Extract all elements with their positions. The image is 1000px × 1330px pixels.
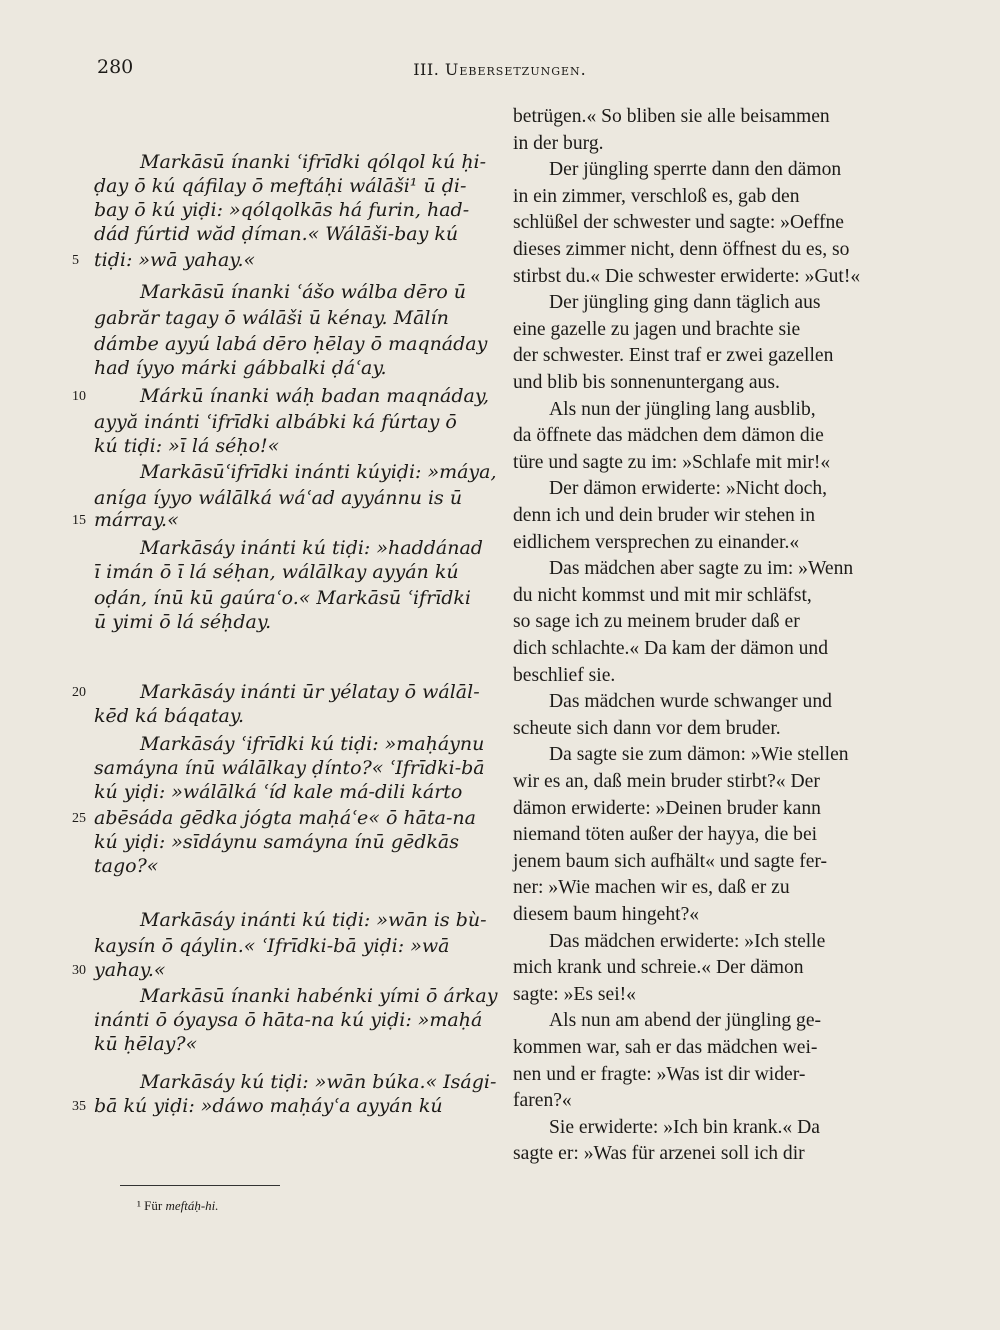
german-line: da öffnete das mädchen dem dämon die <box>513 425 824 447</box>
section-roman: III. <box>413 60 440 79</box>
footnote-rule <box>120 1185 280 1186</box>
somali-line-text: ḍay ō kú qáfilay ō meftáḥi wálāši¹ ū ḍi- <box>94 175 467 197</box>
somali-line-text: aníga íyyo wálālká wáʿad ayyánnu is ū <box>94 487 463 509</box>
page-number: 280 <box>97 56 134 78</box>
german-line: nen und er fragte: »Was ist dir wider- <box>513 1063 806 1085</box>
german-line: so sage ich zu meinem bruder daß er <box>513 611 800 633</box>
somali-line-text: inánti ō óyaysa ō hāta-na kú yiḍi: »maḥá <box>94 1009 483 1031</box>
line-number: 30 <box>72 963 86 978</box>
somali-line-text: Markāsū ínanki habénki yími ō árkay <box>140 985 498 1007</box>
somali-line-text: oḍán, ínū kū gaúraʿo.« Markāsū ʿifrīdki <box>94 587 471 609</box>
german-line: Als nun am abend der jüngling ge- <box>549 1010 822 1032</box>
somali-line-text: Márkū ínanki wáḥ badan maqnáday, <box>140 385 490 407</box>
german-line: Sie erwiderte: »Ich bin krank.« Da <box>549 1116 820 1138</box>
footnote-term: meftáḥ-hi. <box>165 1198 219 1213</box>
german-line: betrügen.« So bliben sie alle beisammen <box>513 106 830 127</box>
german-line: beschlief sie. <box>513 664 616 686</box>
somali-line-text: Markāsáy inánti ūr yélatay ō wálāl- <box>140 681 480 703</box>
line-number: 5 <box>72 253 79 268</box>
german-line: du nicht kommst und mit mir schläfst, <box>513 584 812 606</box>
running-head <box>0 60 1000 79</box>
german-line: denn ich und dein bruder wir stehen in <box>513 505 815 526</box>
german-line: Das mädchen aber sagte zu im: »Wenn <box>549 558 854 580</box>
german-line: faren?« <box>513 1090 572 1112</box>
line-number: 15 <box>72 513 86 528</box>
german-line: und blib bis sonnenuntergang aus. <box>513 372 780 393</box>
line-number: 10 <box>72 389 86 404</box>
german-line: mich krank und schreie.« Der dämon <box>513 957 804 979</box>
footnote <box>137 1198 219 1214</box>
somali-line-text: ī imán ō ī lá séḥan, wálālkay ayyán kú <box>94 561 459 583</box>
somali-line-text: abēsáda gēdka jógta maḥáʿe« ō hāta-na <box>94 807 476 829</box>
somali-line-text: tiḍi: »wā yahay.« <box>94 249 256 271</box>
somali-line-text: kú yiḍi: »sīdáynu samáyna ínū gēdkās <box>94 831 459 853</box>
german-line: Das mädchen wurde schwanger und <box>549 691 832 713</box>
somali-line-text: kū ḥēlay?« <box>94 1033 198 1055</box>
somali-line-text: tago?« <box>94 855 159 877</box>
somali-line-text: Markāsáy kú tiḍi: »wān búka.« Isági- <box>140 1071 497 1093</box>
german-line: sagte: »Es sei!« <box>513 983 636 1005</box>
somali-line-text: bā kú yiḍi: »dáwo maḥáyʿa ayyán kú <box>94 1095 443 1117</box>
german-line: Als nun der jüngling lang ausblib, <box>549 398 816 420</box>
german-line: dämon erwiderte: »Deinen bruder kann <box>513 797 821 819</box>
somali-line-text: had íyyo márki gábbalki ḍáʿay. <box>94 357 387 379</box>
german-line: Der jüngling ging dann täglich aus <box>549 292 821 314</box>
somali-line-text: kēd ká báqatay. <box>94 705 245 727</box>
german-line: Das mädchen erwiderte: »Ich stelle <box>549 930 826 952</box>
line-number: 25 <box>72 811 86 826</box>
somali-line-text: dád fúrtid wăd ḍíman.« Wálāši-bay kú <box>94 223 459 245</box>
german-line: in der burg. <box>513 132 604 154</box>
german-line: Der jüngling sperrte dann den dämon <box>549 159 842 181</box>
german-line: eidlichem versprechen zu einander.« <box>513 531 800 553</box>
german-line: kommen war, sah er das mädchen wei- <box>513 1037 818 1058</box>
german-line: der schwester. Einst traf er zwei gazellen <box>513 345 834 367</box>
german-line: stirbst du.« Die schwester erwiderte: »Gut!« <box>513 265 861 287</box>
line-number: 20 <box>72 685 86 700</box>
german-line: dieses zimmer nicht, denn öffnest du es, so <box>513 239 850 260</box>
german-line: scheute sich dann vor dem bruder. <box>513 717 781 739</box>
somali-line-text: kú tiḍi: »ī lá séḥo!« <box>94 435 280 457</box>
somali-line-text: Markāsáy inánti kú tiḍi: »haddánad <box>140 537 483 559</box>
german-line: diesem baum hingeht?« <box>513 904 700 925</box>
german-line: schlüßel der schwester und sagte: »Oeffne <box>513 212 844 234</box>
german-line: in ein zimmer, verschloß es, gab den <box>513 185 800 207</box>
somali-line-text: bay ō kú yiḍi: »qólqolkās há furin, had- <box>94 199 470 221</box>
line-number: 35 <box>72 1099 86 1114</box>
german-line: wir es an, daß mein bruder stirbt?« Der <box>513 771 820 792</box>
german-line: Da sagte sie zum dämon: »Wie stellen <box>549 744 849 766</box>
somali-line-text: dámbe ayyú labá dēro ḥēlay ō maqnáday <box>94 333 488 355</box>
german-line: dich schlachte.« Da kam der dämon und <box>513 638 829 659</box>
german-line: jenem baum sich aufhält« und sagte fer- <box>513 850 828 872</box>
somali-line-text: samáyna ínū wálālkay ḍínto?« ʿIfrīdki-bā <box>94 757 485 779</box>
footnote-prefix: Für <box>144 1198 163 1213</box>
somali-line-text: Markāsáy inánti kú tiḍi: »wān is bù- <box>140 909 487 931</box>
somali-line-text: Markāsūʿifrīdki inánti kúyiḍi: »máya, <box>140 461 497 483</box>
german-line: türe und sagte zu im: »Schlafe mit mir!« <box>513 451 831 473</box>
german-line: niemand töten außer der hayya, die bei <box>513 824 818 846</box>
somali-line-text: Markāsū ínanki ʿifrīdki qólqol kú ḥi- <box>140 151 487 173</box>
somali-line-text: kú yiḍi: »wálālká ʿíd kale má-dili kárto <box>94 781 463 803</box>
somali-line-text: yahay.« <box>94 959 166 981</box>
somali-line-text: Markāsáy ʿifrīdki kú tiḍi: »maḥáynu <box>140 733 485 755</box>
somali-line-text: ayyă inánti ʿifrīdki albábki ká fúrtay ō <box>94 411 457 433</box>
somali-line-text: Markāsū ínanki ʿášo wálba dēro ū <box>140 281 467 303</box>
somali-line-text: ū yimi ō lá séḥday. <box>94 611 272 633</box>
somali-line-text: márray.« <box>94 509 179 531</box>
german-line: sagte er: »Was für arzenei soll ich dir <box>513 1143 805 1165</box>
footnote-marker: ¹ <box>137 1198 141 1213</box>
german-line: ner: »Wie machen wir es, daß er zu <box>513 877 790 899</box>
german-line: Der dämon erwiderte: »Nicht doch, <box>549 478 828 500</box>
german-line: eine gazelle zu jagen und brachte sie <box>513 318 801 340</box>
somali-line-text: kaysín ō qáylin.« ʿIfrīdki-bā yiḍi: »wā <box>94 935 450 957</box>
section-title: Uebersetzungen. <box>444 60 587 79</box>
somali-line-text: gabrăr tagay ō wálāši ū kénay. Mālín <box>94 307 449 329</box>
